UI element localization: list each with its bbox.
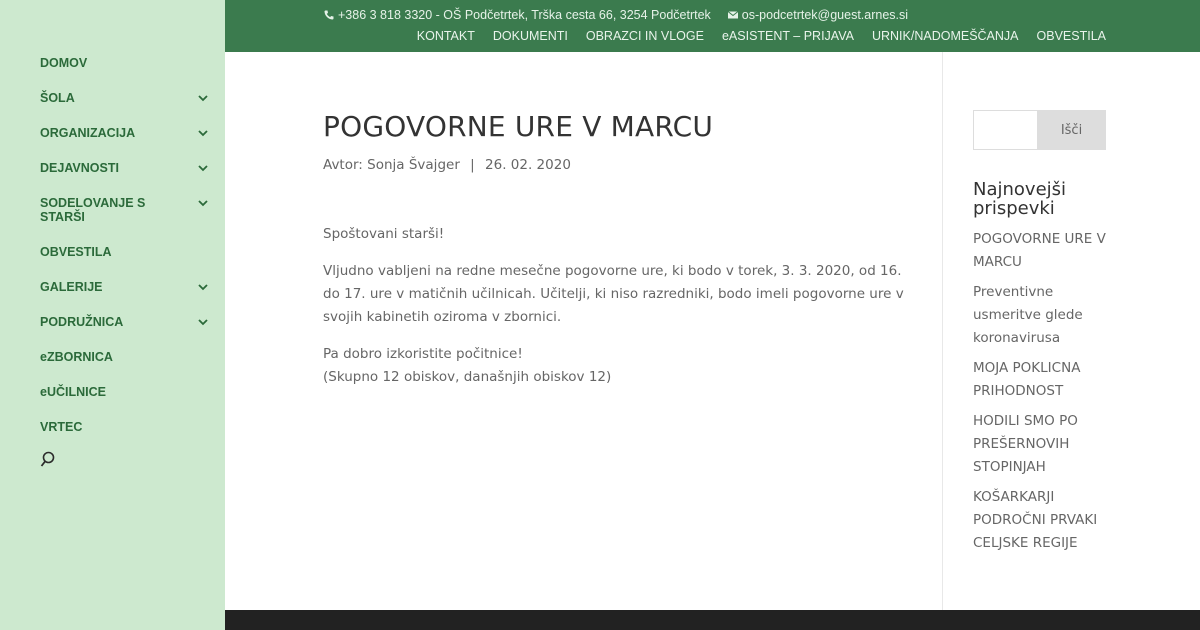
chevron-down-icon[interactable] <box>196 126 210 140</box>
sidebar-item-label: ŠOLA <box>40 91 75 105</box>
mail-icon <box>727 9 739 21</box>
post-title: POGOVORNE URE V MARCU <box>323 110 714 143</box>
sidebar-item-obvestila[interactable] <box>40 243 210 261</box>
phone-contact <box>323 8 711 22</box>
recent-posts-title: Najnovejši prispevki <box>973 179 1067 219</box>
sidebar-divider <box>942 52 943 610</box>
post-date: 26. 02. 2020 <box>485 157 571 173</box>
sidebar-item-organizacija[interactable] <box>40 124 210 142</box>
sidebar-item-label: OBVESTILA <box>40 245 112 259</box>
contact-info <box>323 8 908 22</box>
top-nav-dokumenti[interactable]: DOKUMENTI <box>492 29 568 43</box>
recent-posts-list <box>973 228 1106 555</box>
left-sidebar <box>0 0 225 630</box>
search-icon[interactable] <box>40 450 60 470</box>
sidebar-item-label: GALERIJE <box>40 280 103 294</box>
phone-icon <box>323 9 335 21</box>
sidebar-item-domov[interactable] <box>40 54 210 72</box>
sidebar-item-label: PODRUŽNICA <box>40 315 124 329</box>
sidebar-nav <box>40 54 210 453</box>
post-paragraph: Pa dobro izkoristite počitnice! <box>323 346 523 362</box>
post-paragraph: Vljudno vabljeni na redne mesečne pogovorne ure, ki bodo v torek, 3. 3. 2020, od 16. do 17. ure v matičnih učilnicah. Učitelji, ki niso razredniki, bodo imeli pogovorne ure v svojih kabinetih oziroma v zbornici. <box>323 263 904 325</box>
chevron-down-icon[interactable] <box>196 315 210 329</box>
sidebar-item-label: ORGANIZACIJA <box>40 126 136 140</box>
top-nav-urnik[interactable]: URNIK/NADOMEŠČANJA <box>871 29 1019 43</box>
right-sidebar <box>973 110 1106 562</box>
sidebar-item-vrtec[interactable] <box>40 418 210 436</box>
sidebar-item-sodelovanje[interactable] <box>40 194 210 226</box>
author-prefix: Avtor: <box>323 157 363 173</box>
chevron-down-icon[interactable] <box>196 280 210 294</box>
top-nav <box>417 29 1106 43</box>
sidebar-item-label: VRTEC <box>40 420 83 434</box>
recent-post-link[interactable]: Preventivne usmeritve glede koronavirusa <box>973 284 1083 346</box>
top-nav-kontakt[interactable]: KONTAKT <box>416 29 475 43</box>
meta-separator: | <box>470 157 475 173</box>
top-nav-obrazci[interactable]: OBRAZCI IN VLOGE <box>585 29 704 43</box>
sidebar-item-label: DEJAVNOSTI <box>40 161 119 175</box>
sidebar-item-galerije[interactable] <box>40 278 210 296</box>
top-header <box>225 0 1200 52</box>
recent-post-link[interactable]: KOŠARKARJI PODROČNI PRVAKI CELJSKE REGIJE <box>973 489 1098 551</box>
chevron-down-icon[interactable] <box>196 196 210 210</box>
sidebar-item-eucilnice[interactable] <box>40 383 210 401</box>
visit-counter: (Skupno 12 obiskov, današnjih obiskov 12) <box>323 369 612 385</box>
search-button[interactable]: Išči <box>1037 110 1106 150</box>
sidebar-item-dejavnosti[interactable] <box>40 159 210 177</box>
top-nav-easistent[interactable]: eASISTENT – PRIJAVA <box>721 29 854 43</box>
sidebar-item-label: eUČILNICE <box>40 385 106 399</box>
recent-post-link[interactable]: HODILI SMO PO PREŠERNOVIH STOPINJAH <box>973 413 1078 475</box>
chevron-down-icon[interactable] <box>196 91 210 105</box>
recent-post-link[interactable]: POGOVORNE URE V MARCU <box>973 231 1106 270</box>
phone-text: +386 3 818 3320 - OŠ Podčetrtek, Trška cesta 66, 3254 Podčetrtek <box>338 8 711 22</box>
main-content <box>323 52 908 403</box>
recent-post-link[interactable]: MOJA POKLICNA PRIHODNOST <box>973 360 1081 399</box>
sidebar-item-label: DOMOV <box>40 56 88 70</box>
email-contact[interactable] <box>727 8 908 22</box>
footer <box>225 610 1200 630</box>
sidebar-item-label: eZBORNICA <box>40 350 113 364</box>
chevron-down-icon[interactable] <box>196 161 210 175</box>
sidebar-item-ezbornica[interactable] <box>40 348 210 366</box>
post-meta <box>323 157 908 173</box>
sidebar-item-sola[interactable] <box>40 89 210 107</box>
sidebar-item-label: SODELOVANJE S STARŠI <box>40 196 146 224</box>
post-paragraph: Spoštovani starši! <box>323 226 445 242</box>
email-text: os-podcetrtek@guest.arnes.si <box>741 8 909 22</box>
post-body <box>323 223 908 389</box>
author-link[interactable]: Sonja Švajger <box>367 157 460 173</box>
sidebar-item-podruznica[interactable] <box>40 313 210 331</box>
search-form <box>973 110 1106 150</box>
search-input[interactable] <box>973 110 1037 150</box>
top-nav-obvestila[interactable]: OBVESTILA <box>1036 29 1106 43</box>
